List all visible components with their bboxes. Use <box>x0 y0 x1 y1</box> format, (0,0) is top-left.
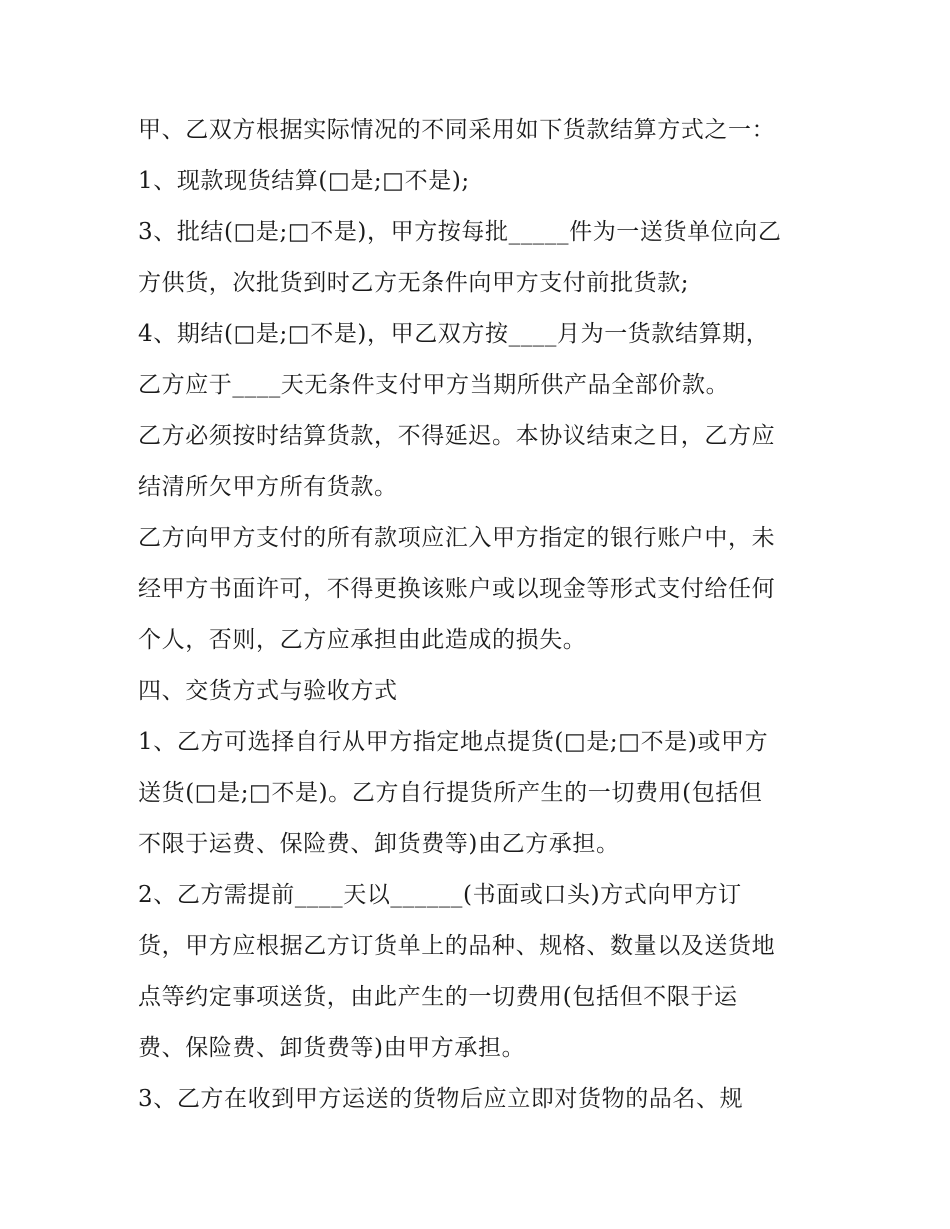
text-line: 3、批结(□是;□不是)，甲方按每批_____件为一送货单位向乙 <box>138 219 782 245</box>
text-line: 乙方应于____天无条件支付甲方当期所供产品全部价款。 <box>138 372 730 398</box>
text-line: 方供货，次批货到时乙方无条件向甲方支付前批货款; <box>138 270 690 296</box>
text-line: 1、乙方可选择自行从甲方指定地点提货(□是;□不是)或甲方 <box>138 729 769 755</box>
text-line: 个人，否则，乙方应承担由此造成的损失。 <box>138 627 587 653</box>
text-line: 送货(□是;□不是)。乙方自行提货所产生的一切费用(包括但 <box>138 780 763 806</box>
text-line: 3、乙方在收到甲方运送的货物后应立即对货物的品名、规 <box>138 1086 744 1112</box>
text-line: 2、乙方需提前____天以______(书面或口头)方式向甲方订 <box>138 882 742 908</box>
text-line: 1、现款现货结算(□是;□不是); <box>138 168 470 194</box>
text-line: 4、期结(□是;□不是)，甲乙双方按____月为一货款结算期， <box>138 321 770 347</box>
text-line: 结清所欠甲方所有货款。 <box>138 474 398 500</box>
text-line: 点等约定事项送货，由此产生的一切费用(包括但不限于运 <box>138 984 738 1010</box>
text-line: 货，甲方应根据乙方订货单上的品种、规格、数量以及送货地 <box>138 933 776 959</box>
section-heading: 四、交货方式与验收方式 <box>138 678 398 704</box>
text-line: 乙方必须按时结算货款，不得延迟。本协议结束之日，乙方应 <box>138 423 776 449</box>
text-line: 乙方向甲方支付的所有款项应汇入甲方指定的银行账户中，未 <box>138 525 776 551</box>
text-line: 经甲方书面许可，不得更换该账户或以现金等形式支付给任何 <box>138 576 776 602</box>
text-line: 甲、乙双方根据实际情况的不同采用如下货款结算方式之一： <box>138 117 776 143</box>
text-line: 费、保险费、卸货费等)由甲方承担。 <box>138 1035 526 1061</box>
text-line: 不限于运费、保险费、卸货费等)由乙方承担。 <box>138 831 620 857</box>
